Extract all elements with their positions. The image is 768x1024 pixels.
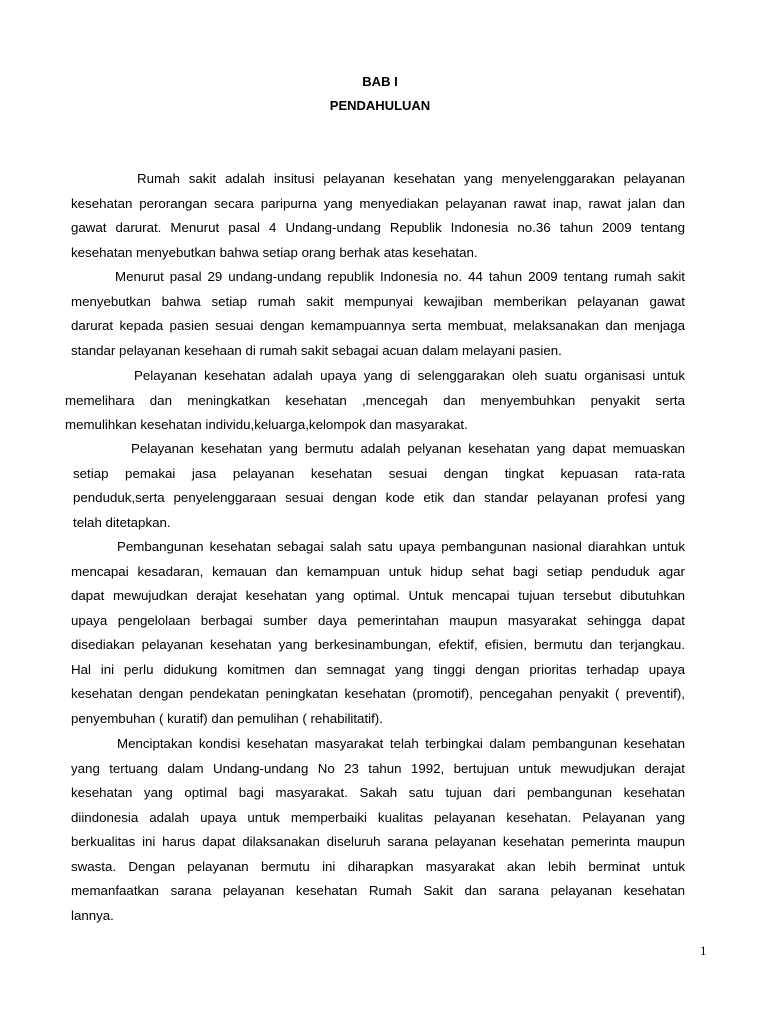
text-line: Menurut pasal 29 undang-undang republik Indonesia no. 44 tahun 2009 tentang rumah sakit [115,269,685,284]
text-line: upaya pengelolaan berbagai sumber daya pemerintahan maupun masyarakat sehingga dapat [71,613,685,628]
text-line: kesehatan perorangan secara paripurna yang menyediakan pelayanan rawat inap, rawat jalan dan [71,196,685,211]
paragraph [71,736,685,932]
text-line: dapat mewujudkan derajat kesehatan yang optimal. Untuk mencapai tujuan tersebut dibutuhkan [71,588,685,603]
text-line: penyembuhan ( kuratif) dan pemulihan ( rehabilitatif). [71,711,383,726]
text-line: Rumah sakit adalah insitusi pelayanan kesehatan yang menyelenggarakan pelayanan [137,171,685,186]
text-line: setiap pemakai jasa pelayanan kesehatan sesuai dengan tingkat kepuasan rata-rata [73,466,685,481]
chapter-title: PENDAHULUAN [329,98,431,113]
text-line: Pelayanan kesehatan adalah upaya yang di selenggarakan oleh suatu organisasi untuk [134,368,685,383]
text-line: Hal ini perlu didukung komitmen dan semnagat yang tinggi dengan prioritas terhadap upaya [71,662,685,677]
text-line: swasta. Dengan pelayanan bermutu ini diharapkan masyarakat akan lebih berminat untuk [71,859,685,874]
text-line: kesehatan dengan pendekatan peningkatan kesehatan (promotif), pencegahan penyakit ( preventif), [71,686,685,701]
text-line: Menciptakan kondisi kesehatan masyarakat telah terbingkai dalam pembangunan kesehatan [117,736,685,751]
text-line: memelihara dan meningkatkan kesehatan ,mencegah dan menyembuhkan penyakit serta [65,393,685,408]
text-line: kesehatan yang optimal bagi masyarakat. Sakah satu tujuan dari pembangunan kesehatan [71,785,685,800]
text-line: mencapai kesadaran, kemauan dan kemampuan untuk hidup sehat bagi setiap penduduk agar [71,564,685,579]
text-line: penduduk,serta penyelenggaraan sesuai dengan kode etik dan standar pelayanan profesi yang [73,490,685,505]
text-line: lannya. [71,908,114,923]
paragraph [73,441,685,539]
text-line: kesehatan menyebutkan bahwa setiap orang berhak atas kesehatan. [71,245,478,260]
paragraph [71,171,685,269]
text-line: disediakan pelayanan kesehatan yang berkesinambungan, efektif, efisien, bermutu dan terjangkau. [71,637,685,652]
text-line: yang tertuang dalam Undang-undang No 23 tahun 1992, bertujuan untuk mewudjukan derajat [71,761,685,776]
text-line: darurat kepada pasien sesuai dengan kemampuannya serta membuat, melaksanakan dan menjaga [71,318,685,333]
text-line: berkualitas ini harus dapat dilaksanakan diseluruh sarana pelayanan kesehatan pemerinta maupun [71,834,685,849]
text-line: diindonesia adalah upaya untuk memperbaiki kualitas pelayanan kesehatan. Pelayanan yang [71,810,685,825]
chapter-label: BAB I [362,74,398,89]
text-line: memulihkan kesehatan individu,keluarga,kelompok dan masyarakat. [65,417,468,432]
text-line: Pelayanan kesehatan yang bermutu adalah pelyanan kesehatan yang dapat memuaskan [131,441,685,456]
paragraph [71,539,685,735]
text-line: standar pelayanan kesehaan di rumah sakit sebagai acuan dalam melayani pasien. [71,343,562,358]
page-number: 1 [700,943,707,958]
text-line: telah ditetapkan. [73,515,171,530]
text-line: memanfaatkan sarana pelayanan kesehatan Rumah Sakit dan sarana pelayanan kesehatan [71,883,685,898]
text-line: menyebutkan bahwa setiap rumah sakit mempunyai kewajiban memberikan pelayanan gawat [71,294,685,309]
paragraph [71,269,685,367]
text-line: Pembangunan kesehatan sebagai salah satu upaya pembangunan nasional diarahkan untuk [117,539,685,554]
text-line: gawat darurat. Menurut pasal 4 Undang-undang Republik Indonesia no.36 tahun 2009 tentang [71,220,685,235]
paragraph [65,368,685,442]
